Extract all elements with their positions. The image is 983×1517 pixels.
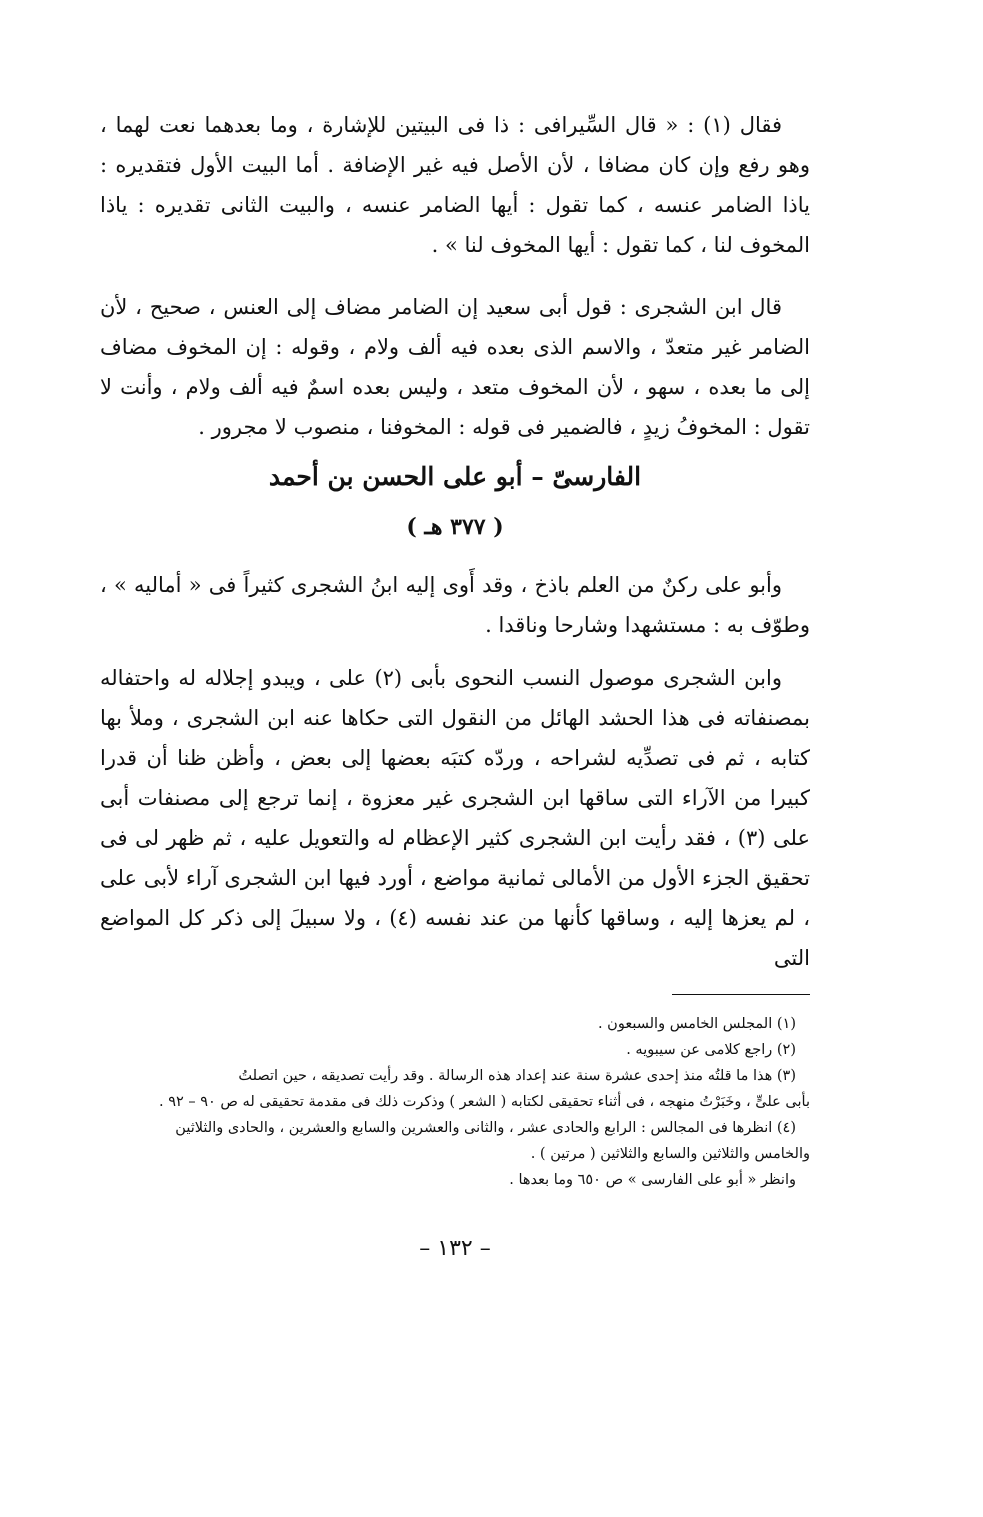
paragraph-text: وأبو على ركنٌ من العلم باذخ ، وقد أَوى إليه ابنُ الشجرى كثيراً فى « أماليه » ، وطوّف به : مستشهدا وشارحا وناقدا .	[100, 573, 810, 637]
footnote-divider	[672, 994, 810, 995]
section-heading-date: ( ٣٧٧ هـ )	[406, 514, 504, 540]
footnote-4: (٤) انظرها فى المجالس : الرابع والحادى عشر ، والثانى والعشرين والسابع والعشرين ، والحادى والثلاثين	[175, 1120, 796, 1136]
paragraph-text: فقال (١) : « قال السِّيرافى : ذا فى البيتين للإشارة ، وما بعدهما نعت لهما ، وهو رفع وإن كان مضافا ، لأن الأصل فيه غير الإضافة . أما البيت الأول فتقديره : ياذا الضامر عنسه ، كما تقول : أيها الضامر عنسه ، والبيت الثانى تقديره : ياذا المخوف لنا ، كما تقول : أيها المخوف لنا » .	[100, 113, 810, 257]
footnotes	[100, 1011, 810, 1193]
footnote-1: (١) المجلس الخامس والسبعون .	[597, 1016, 796, 1032]
paragraph-abu-ali-lineage	[100, 658, 810, 978]
paragraph-ibn-shajari-comment	[100, 287, 810, 447]
page-number: – ١٣٢ –	[419, 1236, 491, 1261]
paragraph-text: وابن الشجرى موصول النسب النحوى بأبى (٢) على ، ويبدو إجلاله له واحتفاله بمصنفاته فى هذا الحشد الهائل من النقول التى حكاها عنه ابن الشجرى ، وملأ بها كتابه ، ثم فى تصدِّيه لشراحه ، وردّه كتبَه بعضها إلى بعض ، وأظن ظنا أن قدرا كبيرا من الآراء التى ساقها ابن الشجرى غير معزوة ، إنما ترجع إلى مصنفات أبى على (٣) ، فقد رأيت ابن الشجرى كثير الإعظام له والتعويل عليه ، ثم ظهر لى فى تحقيق الجزء الأول من الأمالى ثمانية مواضع ، أورد فيها ابن الشجرى آراء لأبى على ، لم يعزها إليه ، وساقها كأنها من عند نفسه (٤) ، ولا سبيلَ إلى ذكر كل المواضع التى	[100, 666, 810, 970]
paragraph-text: قال ابن الشجرى : قول أبى سعيد إن الضامر مضاف إلى العنس ، صحيح ، لأن الضامر غير متعدّ ، والاسم الذى بعده فيه ألف ولام ، وقوله : إن المخوف مضاف إلى ما بعده ، سهو ، لأن المخوف متعد ، وليس بعده اسمٌ فيه ألف ولام ، وأنت لا تقول : المخوفُ زيدٍ ، فالضمير فى قوله : المخوفنا ، منصوب لا مجرور .	[100, 295, 810, 439]
footnote-3: (٣) هذا ما قلتُه منذ إحدى عشرة سنة عند إعداد هذه الرسالة . وقد رأيت تصديقه ، حين اتصلتُ	[238, 1068, 796, 1084]
footnote-2: (٢) راجع كلامى عن سيبويه .	[626, 1042, 796, 1058]
section-heading: الفارسىّ – أبو على الحسن بن أحمد	[268, 462, 642, 491]
footnote-3-continued: بأبى علىٍّ ، وخَبَرْتُ منهجه ، فى أثناء تحقيقى لكتابه ( الشعر ) وذكرت ذلك فى مقدمة تحقيقى له ص ٩٠ – ٩٢ .	[158, 1094, 810, 1110]
footnote-4-see-also: وانظر « أبو على الفارسى » ص ٦٥٠ وما بعدها .	[509, 1172, 796, 1188]
paragraph-quote-sirafi	[100, 105, 810, 265]
paragraph-abu-ali-intro	[100, 565, 810, 645]
footnote-4-continued: والخامس والثلاثين والسابع والثلاثين ( مرتين ) .	[530, 1146, 810, 1162]
